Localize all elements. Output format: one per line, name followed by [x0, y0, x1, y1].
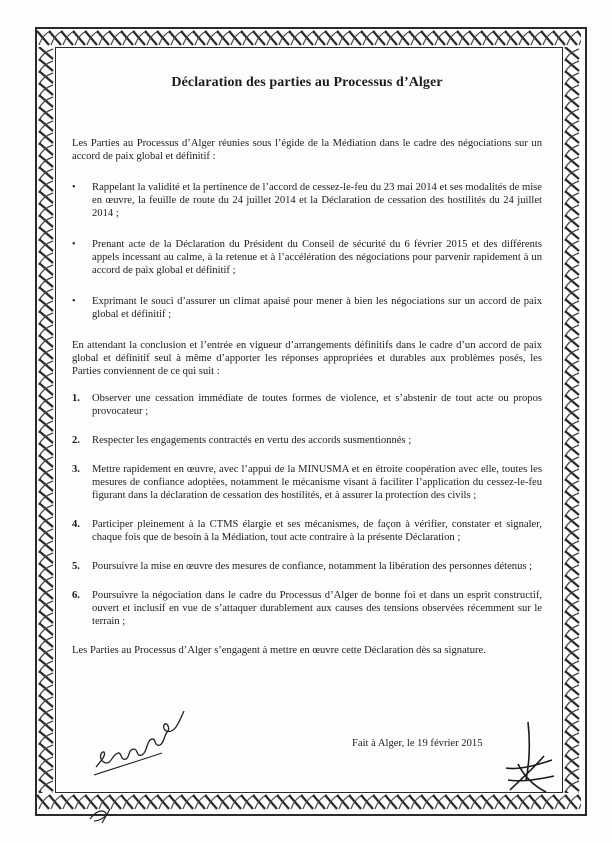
numbered-item: [72, 560, 542, 573]
intro-paragraph: Les Parties au Processus d’Alger réunies sous l’égide de la Médiation dans le cadre des négociations sur un accord de paix global et définitif :: [72, 138, 542, 162]
item-number: 5.: [72, 561, 80, 572]
bullet-item: [72, 181, 542, 220]
numbered-item: [72, 589, 542, 628]
signature-right: [500, 720, 560, 805]
item-number: 4.: [72, 519, 80, 530]
middle-paragraph: En attendant la conclusion et l’entrée en vigueur d’arrangements définitifs dans le cadre d’un accord de paix global et définitif seul à même d’apporter les réponses appropriées et durables aux problèmes posés, les Parties conviennent de ce qui suit :: [72, 340, 542, 377]
bullet-item: [72, 295, 542, 321]
bullet-text: Exprimant le souci d’assurer un climat apaisé pour mener à bien les négociations sur un accord de paix global et définitif ;: [92, 296, 542, 320]
item-text: Poursuivre la négociation dans le cadre du Processus d’Alger de bonne foi et dans un esprit constructif, ouvert et inclusif en vue de s’attaquer durablement aux causes des tensions observées récemment sur le terrain ;: [92, 590, 542, 627]
numbered-item: [72, 518, 542, 544]
bullet-text: Prenant acte de la Déclaration du Président du Conseil de sécurité du 6 février 2015 et des différents appels incessant au calme, à la retenue et à l’accélération des négociations pour parvenir rapidement à un accord de paix global et définitif ;: [92, 239, 542, 276]
bullet-symbol: •: [72, 296, 76, 307]
signature-left: [92, 705, 202, 785]
numbered-item: [72, 434, 542, 447]
item-text: Observer une cessation immédiate de toutes formes de violence, et s’abstenir de tout acte ou propos provocateur ;: [92, 393, 542, 417]
bullet-symbol: •: [72, 182, 76, 193]
handwritten-mark: [88, 805, 118, 830]
document-title: Déclaration des parties au Processus d’Alger: [171, 75, 443, 90]
place-and-date: Fait à Alger, le 19 février 2015: [352, 738, 483, 749]
item-text: Participer pleinement à la CTMS élargie et ses mécanismes, de façon à vérifier, constater et signaler, chaque fois que de besoin à la Médiation, tout acte contraire à la présente Déclaration ;: [92, 519, 542, 543]
bullet-symbol: •: [72, 239, 76, 250]
item-text: Poursuivre la mise en œuvre des mesures de confiance, notamment la libération des personnes détenus ;: [92, 561, 533, 572]
decorative-border-left: [37, 47, 55, 793]
item-number: 2.: [72, 435, 80, 446]
document-body: [72, 70, 542, 671]
decorative-border-right: [563, 47, 581, 793]
bullet-item: [72, 238, 542, 277]
numbered-item: [72, 463, 542, 502]
item-number: 6.: [72, 590, 80, 601]
numbered-item: [72, 392, 542, 418]
decorative-border-top: [37, 29, 581, 47]
closing-paragraph: Les Parties au Processus d’Alger s’engagent à mettre en œuvre cette Déclaration dès sa signature.: [72, 645, 486, 656]
item-text: Mettre rapidement en œuvre, avec l’appui de la MINUSMA et en étroite coopération avec elle, toutes les mesures de confiance adoptées, notamment le mécanisme visant à faciliter l’application du cessez-le-feu figurant dans la déclaration de cessation des hostilités, et à assurer la protection des civils ;: [92, 464, 542, 501]
item-text: Respecter les engagements contractés en vertu des accords susmentionnés ;: [92, 435, 412, 446]
bullet-text: Rappelant la validité et la pertinence de l’accord de cessez-le-feu du 23 mai 2014 et ses modalités de mise en œuvre, la feuille de route du 24 juillet 2014 et la Déclaration de cessation des hostilités du 24 juillet 2014 ;: [92, 182, 542, 219]
item-number: 3.: [72, 464, 80, 475]
item-number: 1.: [72, 393, 80, 404]
